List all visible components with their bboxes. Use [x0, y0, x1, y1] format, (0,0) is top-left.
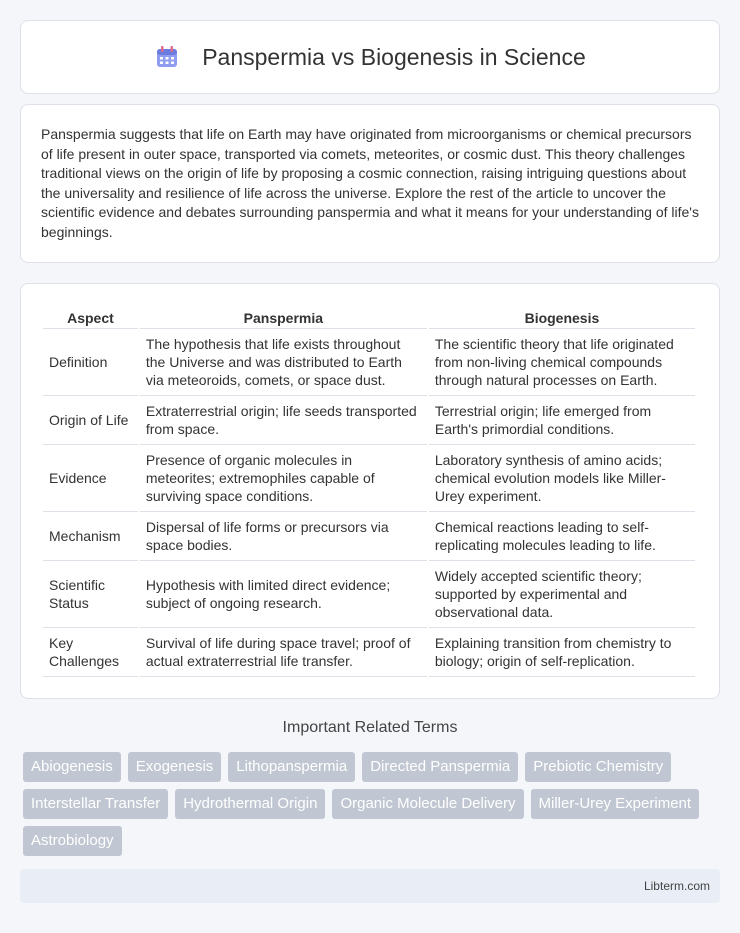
- header-card: [20, 20, 720, 94]
- biogenesis-cell: Explaining transition from chemistry to biology; origin of self-replication.: [429, 628, 695, 677]
- biogenesis-cell: Widely accepted scientific theory; supported by experimental and observational data.: [429, 561, 695, 628]
- panspermia-cell: The hypothesis that life exists throughout the Universe and was distributed to Earth via meteoroids, comets, or space dust.: [140, 329, 427, 396]
- related-term-tag[interactable]: Astrobiology: [23, 826, 122, 856]
- intro-card: [20, 104, 720, 263]
- aspect-cell: Scientific Status: [43, 561, 138, 628]
- comparison-table: [41, 304, 697, 677]
- related-term-tag[interactable]: Directed Panspermia: [362, 752, 518, 782]
- related-terms-list: [23, 752, 713, 856]
- related-term-tag[interactable]: Organic Molecule Delivery: [332, 789, 523, 819]
- panspermia-cell: Extraterrestrial origin; life seeds transported from space.: [140, 396, 427, 445]
- panspermia-cell: Dispersal of life forms or precursors via space bodies.: [140, 512, 427, 561]
- aspect-cell: Mechanism: [43, 512, 138, 561]
- aspect-cell: Definition: [43, 329, 138, 396]
- related-term-tag[interactable]: Lithopanspermia: [228, 752, 355, 782]
- table-row: [43, 628, 695, 677]
- related-terms-title: Important Related Terms: [282, 719, 458, 736]
- table-header-row: [43, 304, 695, 329]
- panspermia-cell: Survival of life during space travel; proof of actual extraterrestrial life transfer.: [140, 628, 427, 677]
- related-term-tag[interactable]: Hydrothermal Origin: [175, 789, 325, 819]
- aspect-cell: Key Challenges: [43, 628, 138, 677]
- header-aspect: Aspect: [43, 304, 138, 329]
- related-term-tag[interactable]: Miller-Urey Experiment: [531, 789, 700, 819]
- footer-site-link[interactable]: Libterm.com: [643, 879, 710, 893]
- biogenesis-cell: Laboratory synthesis of amino acids; chemical evolution models like Miller-Urey experiment.: [429, 445, 695, 512]
- page-title: Panspermia vs Biogenesis in Science: [202, 43, 586, 70]
- header-biogenesis: Biogenesis: [429, 304, 695, 329]
- biogenesis-cell: Chemical reactions leading to self-replicating molecules leading to life.: [429, 512, 695, 561]
- header-panspermia: Panspermia: [140, 304, 427, 329]
- related-term-tag[interactable]: Exogenesis: [128, 752, 222, 782]
- biogenesis-cell: The scientific theory that life originated from non-living chemical compounds through natural processes on Earth.: [429, 329, 695, 396]
- related-term-tag[interactable]: Interstellar Transfer: [23, 789, 168, 819]
- panspermia-cell: Presence of organic molecules in meteorites; extremophiles capable of surviving space conditions.: [140, 445, 427, 512]
- related-term-tag[interactable]: Prebiotic Chemistry: [525, 752, 671, 782]
- table-row: [43, 396, 695, 445]
- comparison-card: [20, 283, 720, 699]
- aspect-cell: Origin of Life: [43, 396, 138, 445]
- panspermia-cell: Hypothesis with limited direct evidence; subject of ongoing research.: [140, 561, 427, 628]
- table-row: [43, 561, 695, 628]
- aspect-cell: Evidence: [43, 445, 138, 512]
- related-term-tag[interactable]: Abiogenesis: [23, 752, 121, 782]
- table-row: [43, 512, 695, 561]
- table-row: [43, 445, 695, 512]
- biogenesis-cell: Terrestrial origin; life emerged from Earth's primordial conditions.: [429, 396, 695, 445]
- calendar-icon: [154, 44, 180, 70]
- footer: [20, 869, 720, 903]
- table-row: [43, 329, 695, 396]
- intro-text: Panspermia suggests that life on Earth may have originated from microorganisms or chemical precursors of life present in outer space, transported via comets, meteorites, or cosmic dust. This theory challenges traditional views on the origin of life by proposing a cosmic connection, raising intriguing questions about the universality and resilience of life across the universe. Explore the rest of the article to uncover the scientific evidence and debates surrounding panspermia and what it means for your understanding of life's beginnings.: [41, 126, 699, 240]
